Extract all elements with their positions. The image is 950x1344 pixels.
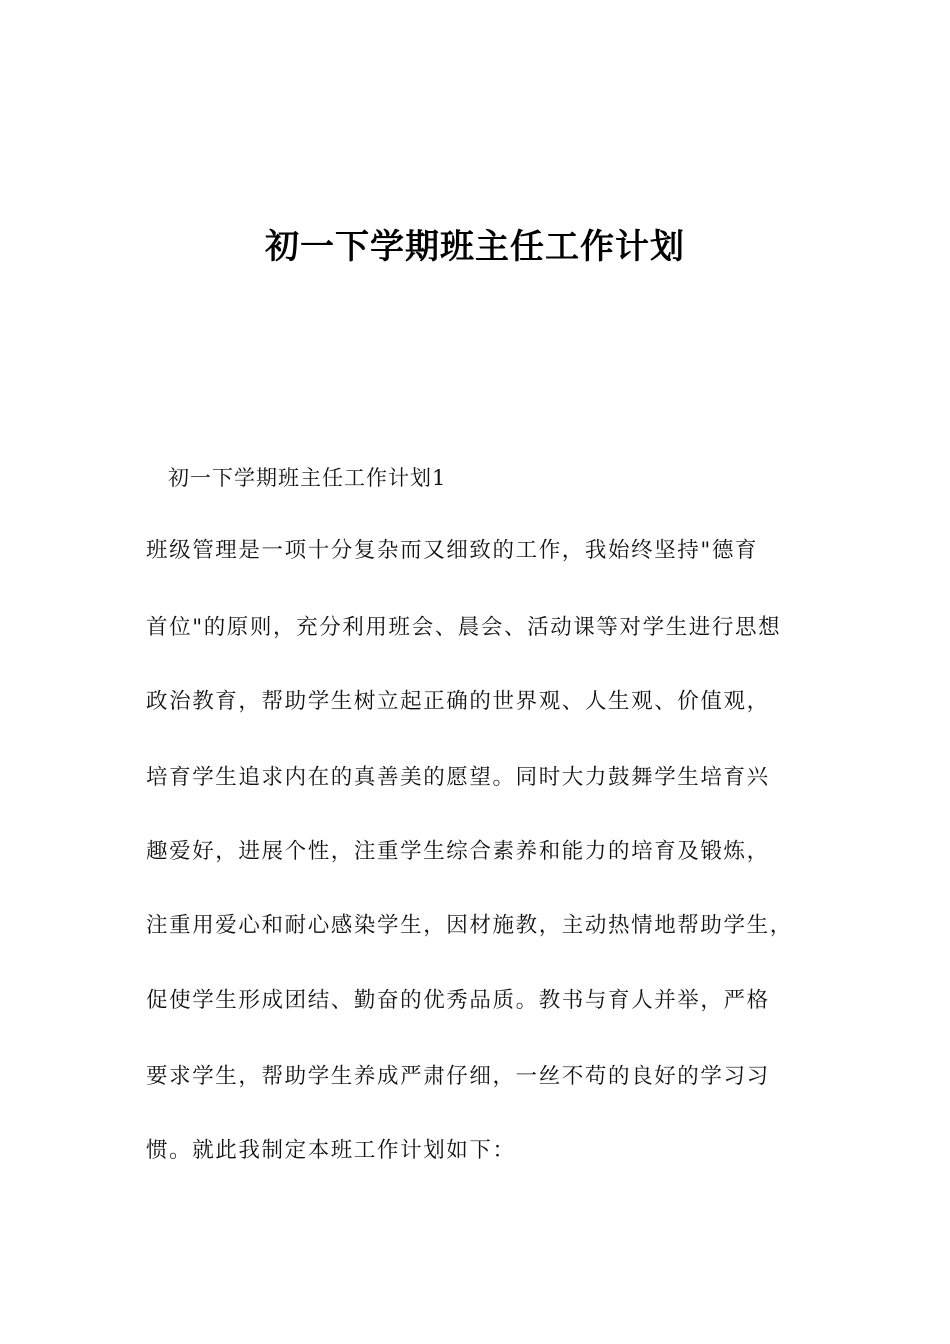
paragraph-line: 惯。就此我制定本班工作计划如下： [146, 1138, 516, 1163]
paragraph-line: 首位"的原则，充分利用班会、晨会、活动课等对学生进行思想 [146, 615, 782, 640]
paragraph-line: 注重用爱心和耐心感染学生，因材施教，主动热情地帮助学生， [146, 913, 793, 938]
paragraph-line: 培育学生追求内在的真善美的愿望。同时大力鼓舞学生培育兴 [146, 765, 770, 790]
section-heading: 初一下学期班主任工作计划1 [168, 466, 447, 490]
document-title: 初一下学期班主任工作计划 [265, 227, 685, 267]
paragraph-line: 要求学生，帮助学生养成严肃仔细，一丝不苟的良好的学习习 [146, 1064, 770, 1089]
paragraph-line: 班级管理是一项十分复杂而又细致的工作，我始终坚持"德育 [146, 538, 759, 563]
paragraph-line: 促使学生形成团结、勤奋的优秀品质。教书与育人并举，严格 [146, 988, 770, 1013]
paragraph-line: 趣爱好，进展个性，注重学生综合素养和能力的培育及锻炼， [146, 839, 770, 864]
paragraph-line: 政治教育，帮助学生树立起正确的世界观、人生观、价值观， [146, 689, 770, 714]
